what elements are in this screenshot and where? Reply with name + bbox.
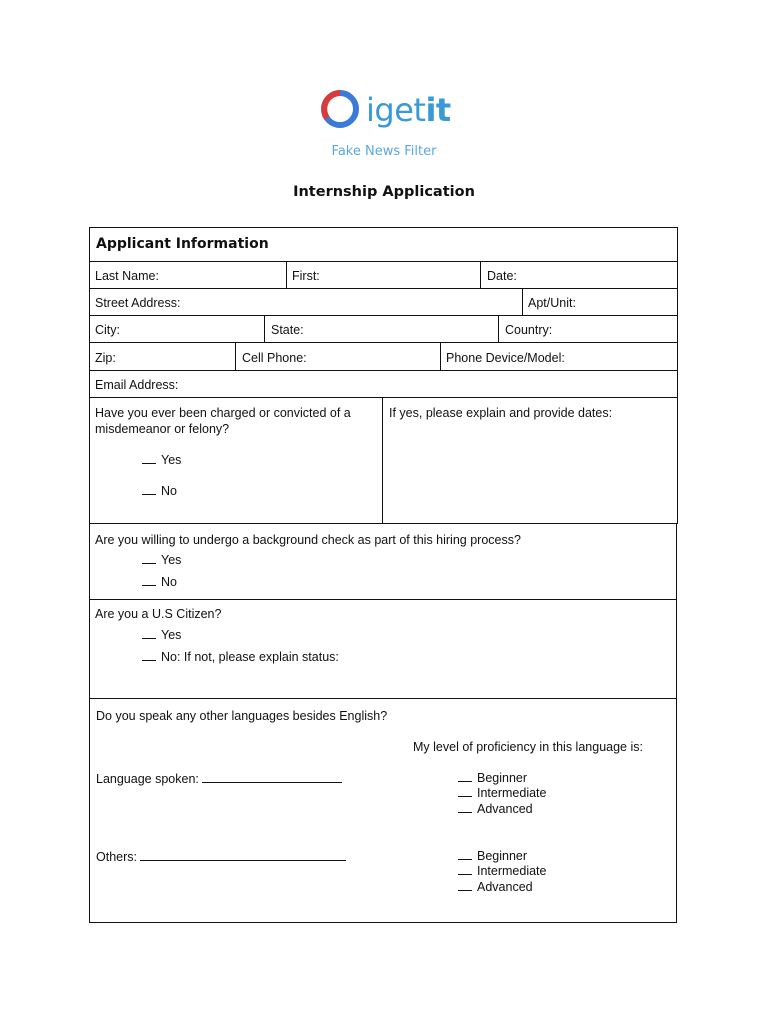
proficiency-option-2b[interactable]: Intermediate xyxy=(458,863,546,879)
checkbox-blank[interactable] xyxy=(142,484,156,495)
last-name-field[interactable]: Last Name: xyxy=(95,269,159,283)
logo-wordmark: igetit xyxy=(366,91,451,129)
first-name-field[interactable]: First: xyxy=(292,269,320,283)
checkbox-blank[interactable] xyxy=(458,802,472,813)
others-line[interactable] xyxy=(140,848,346,861)
conviction-yes-option[interactable]: Yes xyxy=(142,452,181,468)
proficiency-option-1c[interactable]: Advanced xyxy=(458,801,533,817)
languages-section xyxy=(89,698,677,923)
apt-unit-field[interactable]: Apt/Unit: xyxy=(528,296,576,310)
proficiency-option-2a[interactable]: Beginner xyxy=(458,848,527,864)
checkbox-blank[interactable] xyxy=(458,864,472,875)
checkbox-blank[interactable] xyxy=(142,453,156,464)
citizen-section xyxy=(89,599,677,699)
language-spoken-line[interactable] xyxy=(202,770,342,783)
proficiency-option-1a[interactable]: Beginner xyxy=(458,770,527,786)
cell-phone-field[interactable]: Cell Phone: xyxy=(242,351,307,365)
background-yes-option[interactable]: Yes xyxy=(142,552,181,568)
phone-device-field[interactable]: Phone Device/Model: xyxy=(446,351,565,365)
proficiency-option-2c[interactable]: Advanced xyxy=(458,879,533,895)
conviction-question: Have you ever been charged or convicted of a misdemeanor or felony? xyxy=(95,406,351,436)
citizen-no-option[interactable]: No: If not, please explain status: xyxy=(142,649,339,665)
zip-field[interactable]: Zip: xyxy=(95,351,116,365)
checkbox-blank[interactable] xyxy=(142,650,156,661)
logo xyxy=(318,86,458,136)
checkbox-blank[interactable] xyxy=(458,786,472,797)
checkbox-blank[interactable] xyxy=(458,849,472,860)
citizen-yes-option[interactable]: Yes xyxy=(142,627,181,643)
checkbox-blank[interactable] xyxy=(142,575,156,586)
city-field[interactable]: City: xyxy=(95,323,120,337)
checkbox-blank[interactable] xyxy=(142,628,156,639)
proficiency-label: My level of proficiency in this language is: xyxy=(413,740,643,754)
background-check-section xyxy=(89,523,677,600)
applicant-info-header: Applicant Information xyxy=(96,236,269,252)
languages-question: Do you speak any other languages besides English? xyxy=(96,709,388,723)
conviction-section xyxy=(89,397,678,524)
others-field[interactable]: Others: xyxy=(96,848,346,865)
page-title: Internship Application xyxy=(293,184,475,200)
background-check-question: Are you willing to undergo a background check as part of this hiring process? xyxy=(95,533,521,547)
street-address-field[interactable]: Street Address: xyxy=(95,296,181,310)
background-no-option[interactable]: No xyxy=(142,574,177,590)
checkbox-blank[interactable] xyxy=(458,880,472,891)
logo-tagline: Fake News Filter xyxy=(331,144,437,159)
conviction-no-option[interactable]: No xyxy=(142,483,177,499)
applicant-info-table xyxy=(89,227,678,398)
date-field[interactable]: Date: xyxy=(487,269,517,283)
checkbox-blank[interactable] xyxy=(142,553,156,564)
citizen-question: Are you a U.S Citizen? xyxy=(95,607,222,621)
country-field[interactable]: Country: xyxy=(505,323,553,337)
conviction-explain-field[interactable]: If yes, please explain and provide dates: xyxy=(389,406,613,420)
logo-ring-icon xyxy=(318,86,362,132)
checkbox-blank[interactable] xyxy=(458,771,472,782)
state-field[interactable]: State: xyxy=(271,323,304,337)
email-address-field[interactable]: Email Address: xyxy=(95,378,179,392)
proficiency-option-1b[interactable]: Intermediate xyxy=(458,785,546,801)
language-spoken-field[interactable]: Language spoken: xyxy=(96,770,342,787)
